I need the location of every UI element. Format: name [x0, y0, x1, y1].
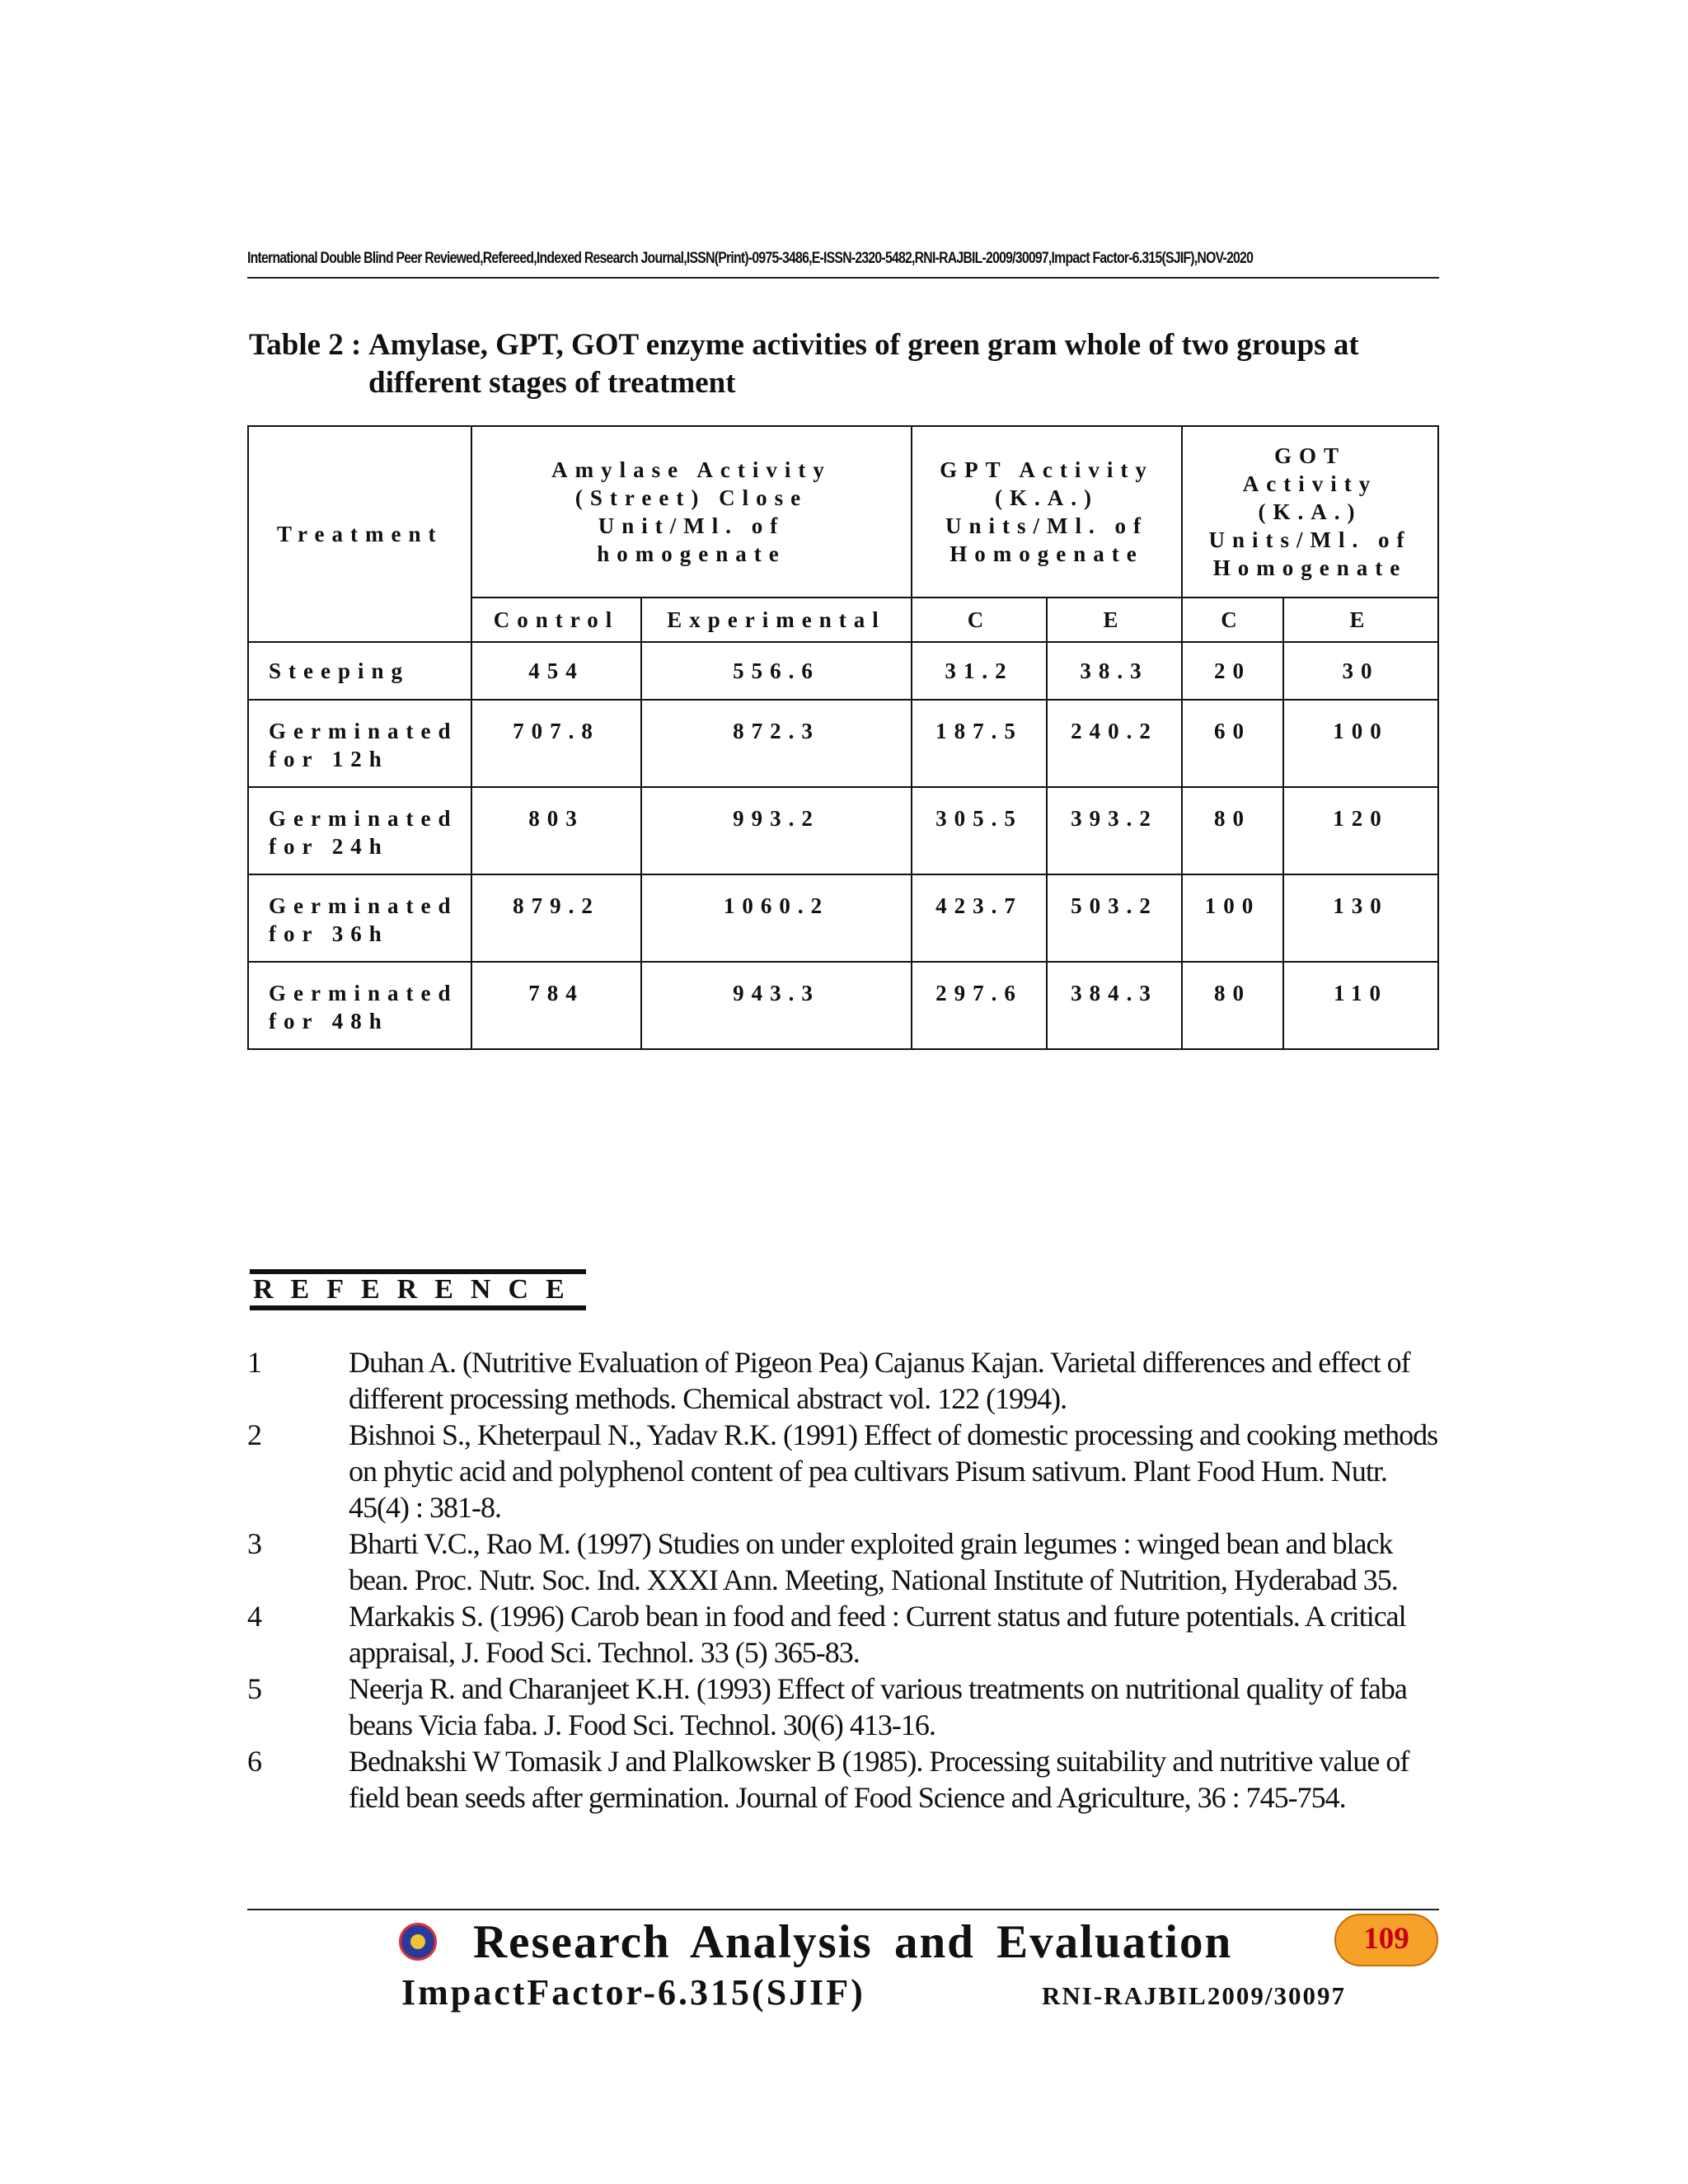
cell-amylase-experimental: 943.3: [641, 962, 912, 1049]
reference-text: Bharti V.C., Rao M. (1997) Studies on under exploited grain legumes : winged bean and black bean. Proc. Nutr. Soc. Ind. XXXI Ann. Meeting, National Institute of Nutrition, Hyderabad 35.: [349, 1527, 1398, 1596]
impact-factor: ImpactFactor-6.315(SJIF): [401, 1972, 865, 2013]
cell-got-e: 110: [1283, 962, 1438, 1049]
cell-amylase-control: 879.2: [471, 874, 641, 962]
reference-text: Duhan A. (Nutritive Evaluation of Pigeon Pea) Cajanus Kajan. Varietal differences and effect of different processing methods. Chemical abstract vol. 122 (1994).: [349, 1346, 1410, 1415]
cell-amylase-experimental: 556.6: [641, 642, 912, 700]
table-row: [248, 962, 1438, 1049]
table-row: [248, 700, 1438, 787]
cell-got-e: 130: [1283, 874, 1438, 962]
header-amylase: Amylase Activity (Street) Close Unit/Ml. of homogenate: [471, 426, 912, 598]
rni-number: RNI-RAJBIL2009/30097: [1042, 1981, 1346, 2010]
table-row: [248, 642, 1438, 700]
reference-number: 1: [247, 1346, 261, 1379]
table-row: [248, 787, 1438, 874]
cell-got-e: 100: [1283, 700, 1438, 787]
reference-item: [247, 1526, 1442, 1598]
cell-gpt-c: 297.6: [912, 962, 1047, 1049]
table-caption-label: Table 2 :: [249, 328, 362, 362]
cell-treatment: Germinated for 36h: [248, 874, 471, 962]
cell-gpt-e: 503.2: [1047, 874, 1182, 962]
cell-treatment: Germinated for 48h: [248, 962, 471, 1049]
cell-gpt-e: 38.3: [1047, 642, 1182, 700]
enzyme-activity-table: [247, 425, 1439, 1050]
cell-gpt-c: 187.5: [912, 700, 1047, 787]
header-gpt-c: C: [912, 598, 1047, 642]
header-gpt-e: E: [1047, 598, 1182, 642]
journal-seal-icon: [399, 1923, 437, 1961]
cell-got-e: 120: [1283, 787, 1438, 874]
cell-amylase-experimental: 872.3: [641, 700, 912, 787]
header-gpt: GPT Activity (K.A.) Units/Ml. of Homogenate: [912, 426, 1182, 598]
reference-item: [247, 1344, 1442, 1417]
reference-list: [247, 1344, 1442, 1816]
header-divider: [247, 277, 1439, 279]
cell-gpt-c: 305.5: [912, 787, 1047, 874]
cell-gpt-c: 423.7: [912, 874, 1047, 962]
header-got-e: E: [1283, 598, 1438, 642]
running-head: International Double Blind Peer Reviewed,Refereed,Indexed Research Journal,ISSN(Print)-0975-3486,E-ISSN-2320-5482,RNI-RAJBIL-2009/30097,Impact Factor-6.315(SJIF),NOV-2020: [247, 250, 1254, 267]
reference-item: [247, 1598, 1442, 1671]
reference-number: 5: [247, 1672, 261, 1705]
reference-text: Markakis S. (1996) Carob bean in food and feed : Current status and future potentials. A critical appraisal, J. Food Sci. Technol. 33 (5) 365-83.: [349, 1600, 1406, 1669]
cell-got-c: 20: [1182, 642, 1283, 700]
cell-amylase-control: 784: [471, 962, 641, 1049]
cell-got-c: 80: [1182, 962, 1283, 1049]
page-number-badge: 109: [1334, 1914, 1438, 1966]
reference-item: [247, 1671, 1442, 1743]
cell-got-c: 100: [1182, 874, 1283, 962]
reference-number: 2: [247, 1418, 261, 1451]
reference-number: 6: [247, 1745, 261, 1778]
cell-treatment: Germinated for 24h: [248, 787, 471, 874]
cell-amylase-control: 707.8: [471, 700, 641, 787]
cell-gpt-e: 384.3: [1047, 962, 1182, 1049]
header-control: Control: [471, 598, 641, 642]
cell-amylase-control: 454: [471, 642, 641, 700]
header-treatment: Treatment: [248, 426, 471, 642]
cell-treatment: Germinated for 12h: [248, 700, 471, 787]
table-row: [248, 874, 1438, 962]
header-got: GOT Activity (K.A.) Units/Ml. of Homogenate: [1182, 426, 1438, 598]
journal-title: Research Analysis and Evaluation: [473, 1916, 1233, 1968]
reference-text: Bishnoi S., Kheterpaul N., Yadav R.K. (1991) Effect of domestic processing and cooking methods on phytic acid and polyphenol content of pea cultivars Pisum sativum. Plant Food Hum. Nutr. 45(4) : 381-8.: [349, 1418, 1438, 1524]
cell-amylase-experimental: 1060.2: [641, 874, 912, 962]
cell-amylase-experimental: 993.2: [641, 787, 912, 874]
table-caption-title: Amylase, GPT, GOT enzyme activities of green gram whole of two groups at different stages of treatment: [368, 328, 1359, 400]
cell-gpt-e: 240.2: [1047, 700, 1182, 787]
cell-got-e: 30: [1283, 642, 1438, 700]
reference-item: [247, 1743, 1442, 1816]
cell-gpt-c: 31.2: [912, 642, 1047, 700]
header-experimental: Experimental: [641, 598, 912, 642]
reference-number: 4: [247, 1600, 261, 1633]
header-got-c: C: [1182, 598, 1283, 642]
reference-heading: REFERENCE: [250, 1269, 586, 1310]
reference-text: Neerja R. and Charanjeet K.H. (1993) Effect of various treatments on nutritional quality of faba beans Vicia faba. J. Food Sci. Technol. 30(6) 413-16.: [349, 1672, 1407, 1741]
cell-gpt-e: 393.2: [1047, 787, 1182, 874]
cell-treatment: Steeping: [248, 642, 471, 700]
reference-number: 3: [247, 1527, 261, 1560]
reference-text: Bednakshi W Tomasik J and Plalkowsker B (1985). Processing suitability and nutritive value of field bean seeds after germination. Journal of Food Science and Agriculture, 36 : 745-754.: [349, 1745, 1409, 1814]
reference-item: [247, 1417, 1442, 1526]
cell-got-c: 60: [1182, 700, 1283, 787]
table-header-row: [248, 426, 1438, 598]
footer-divider: [247, 1909, 1439, 1910]
cell-amylase-control: 803: [471, 787, 641, 874]
cell-got-c: 80: [1182, 787, 1283, 874]
